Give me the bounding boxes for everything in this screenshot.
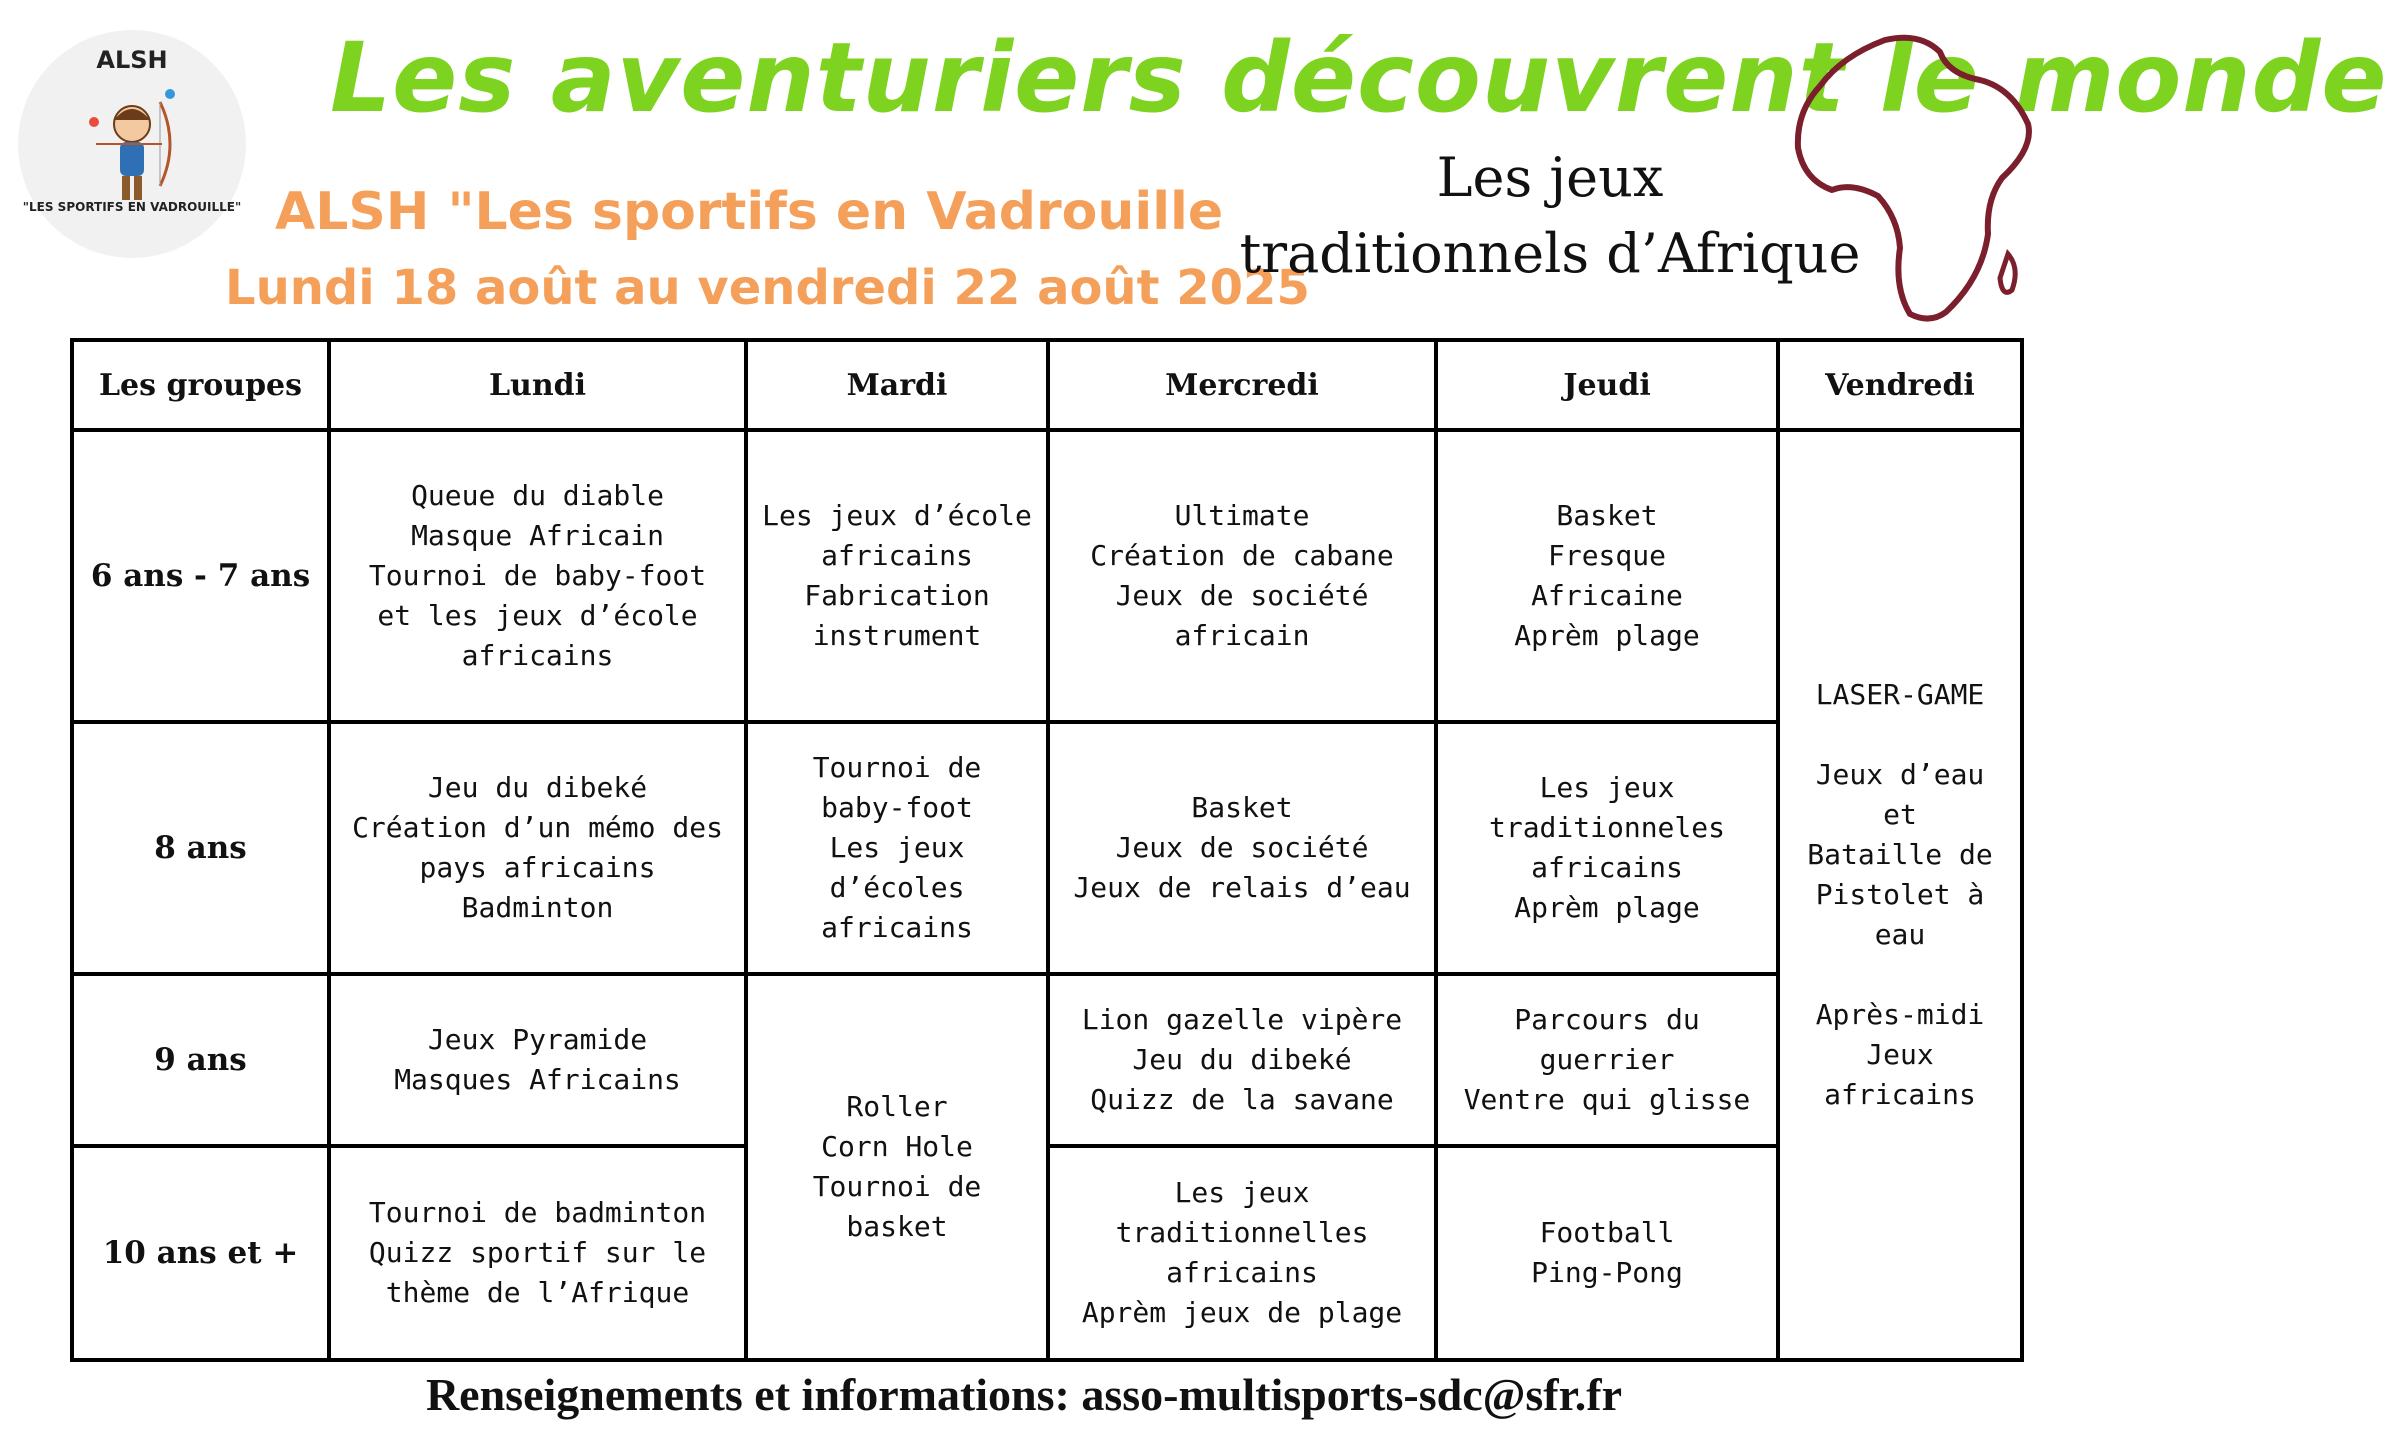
line-spacer — [1788, 715, 2012, 755]
alsh-subtitle: ALSH "Les sportifs en Vadrouille — [275, 182, 1224, 242]
header-mardi: Mardi — [746, 340, 1048, 430]
activity-line: thème de l’Afrique — [385, 1276, 690, 1309]
activity-line: Jeu du dibeké — [427, 771, 648, 804]
activity-line: africains — [821, 539, 973, 572]
header-lundi: Lundi — [329, 340, 746, 430]
activity-cell — [1048, 1146, 1436, 1360]
activity-cell — [329, 1146, 746, 1360]
activity-line: Lion gazelle vipère — [1081, 1003, 1403, 1036]
activity-line: Ping-Pong — [1531, 1256, 1683, 1289]
activity-line: traditionneles — [1488, 811, 1725, 844]
group-cell: 10 ans et + — [72, 1146, 329, 1360]
activity-line: Jeux de relais d’eau — [1073, 871, 1411, 904]
activity-cell — [1048, 430, 1436, 722]
activity-line: Les jeux d’école — [762, 499, 1032, 532]
activity-line: et les jeux d’école — [377, 599, 698, 632]
activity-cell — [1436, 722, 1778, 974]
activity-line: Bataille de — [1807, 838, 1993, 871]
activity-line: Queue du diable — [411, 479, 664, 512]
activity-line: africains — [821, 911, 973, 944]
activity-line: Les jeux — [1539, 771, 1675, 804]
activity-line: guerrier — [1539, 1043, 1675, 1076]
africa-map-icon — [1790, 28, 2040, 328]
activity-line: Fabrication — [804, 579, 990, 612]
mardi-shared-activity-cell — [746, 974, 1048, 1360]
table-header-row — [72, 340, 2022, 430]
activity-line: baby-foot — [821, 791, 973, 824]
activity-line: Masques Africains — [394, 1063, 681, 1096]
activity-line: Pistolet à — [1815, 878, 1985, 911]
activity-line: Jeu du dibeké — [1132, 1043, 1352, 1076]
activity-line: Tournoi de baby-foot — [368, 559, 707, 592]
schedule-table — [70, 338, 2024, 1362]
activity-line: Jeux de société — [1115, 831, 1369, 864]
activity-line: basket — [846, 1210, 948, 1243]
activity-line: Les jeux — [1174, 1176, 1310, 1209]
activity-cell — [746, 722, 1048, 974]
activity-line: Aprèm plage — [1514, 619, 1700, 652]
activity-line: Tournoi de badminton — [368, 1196, 707, 1229]
activity-line: Ventre qui glisse — [1463, 1083, 1751, 1116]
activity-line: Aprèm plage — [1514, 891, 1700, 924]
activity-line: africains — [1531, 851, 1683, 884]
activity-line: Aprèm jeux de plage — [1081, 1296, 1403, 1329]
archer-kid-icon — [82, 82, 182, 212]
activity-cell — [746, 430, 1048, 722]
activity-line: africains — [461, 639, 614, 672]
table-row — [72, 430, 2022, 722]
activity-line: Création de cabane — [1090, 539, 1394, 572]
activity-line: instrument — [812, 619, 982, 652]
activity-line: Ultimate — [1174, 499, 1310, 532]
date-range: Lundi 18 août au vendredi 22 août 2025 — [225, 260, 1310, 316]
header-vendredi: Vendredi — [1778, 340, 2022, 430]
activity-line: LASER-GAME — [1815, 678, 1985, 711]
activity-line: Création d’un mémo des — [352, 811, 723, 844]
vendredi-activity-cell — [1778, 430, 2022, 1360]
theme-line-2: traditionnels d’Afrique — [1239, 222, 1861, 285]
activity-cell — [329, 430, 746, 722]
activity-line: Après-midi — [1815, 998, 1985, 1031]
activity-cell — [1436, 1146, 1778, 1360]
activity-cell — [329, 722, 746, 974]
activity-line: Masque Africain — [411, 519, 664, 552]
activity-cell — [1048, 722, 1436, 974]
header-groupes: Les groupes — [72, 340, 329, 430]
activity-line: Basket — [1556, 499, 1658, 532]
activity-line: Badminton — [461, 891, 614, 924]
activity-line: eau — [1874, 918, 1926, 951]
activity-cell — [1048, 974, 1436, 1146]
activity-line: Corn Hole — [821, 1130, 973, 1163]
alsh-logo — [18, 30, 246, 258]
activity-line: africain — [1174, 619, 1310, 652]
activity-line: Parcours du — [1514, 1003, 1700, 1036]
group-cell: 9 ans — [72, 974, 329, 1146]
header-mercredi: Mercredi — [1048, 340, 1436, 430]
header-jeudi: Jeudi — [1436, 340, 1778, 430]
table-row — [72, 722, 2022, 974]
activity-cell — [329, 974, 746, 1146]
group-cell: 8 ans — [72, 722, 329, 974]
table-row — [72, 974, 2022, 1146]
activity-line: Basket — [1191, 791, 1293, 824]
activity-cell — [1436, 974, 1778, 1146]
line-spacer — [1788, 955, 2012, 995]
activity-line: Fresque — [1547, 539, 1666, 572]
activity-line: Quizz sportif sur le — [368, 1236, 707, 1269]
activity-line: pays africains — [419, 851, 656, 884]
activity-line: Jeux d’eau — [1815, 758, 1985, 791]
theme-title — [1225, 140, 1875, 292]
footer-contact: Renseignements et informations: asso-multisports-sdc@sfr.fr — [425, 1369, 1623, 1420]
activity-line: Jeux de société — [1115, 579, 1369, 612]
group-cell: 6 ans - 7 ans — [72, 430, 329, 722]
activity-line: africains — [1166, 1256, 1318, 1289]
main-title: Les aventuriers découvrent le monde — [330, 22, 2387, 134]
theme-line-1: Les jeux — [1436, 146, 1664, 209]
activity-line: Tournoi de — [812, 1170, 982, 1203]
activity-line: Quizz de la savane — [1090, 1083, 1394, 1116]
activity-cell — [1436, 430, 1778, 722]
activity-line: traditionnelles — [1115, 1216, 1369, 1249]
activity-line: Roller — [846, 1090, 948, 1123]
activity-line: Africaine — [1531, 579, 1683, 612]
logo-ring-text: "LES SPORTIFS EN VADROUILLE" — [22, 200, 242, 214]
activity-line: africains — [1824, 1078, 1976, 1111]
activity-line: Jeux Pyramide — [427, 1023, 648, 1056]
logo-top-text: ALSH — [96, 46, 168, 74]
activity-line: Les jeux d’écoles — [829, 831, 965, 904]
activity-line: Tournoi de — [812, 751, 982, 784]
activity-line: Jeux — [1866, 1038, 1934, 1071]
activity-line: et — [1883, 798, 1917, 831]
activity-line: Football — [1539, 1216, 1675, 1249]
